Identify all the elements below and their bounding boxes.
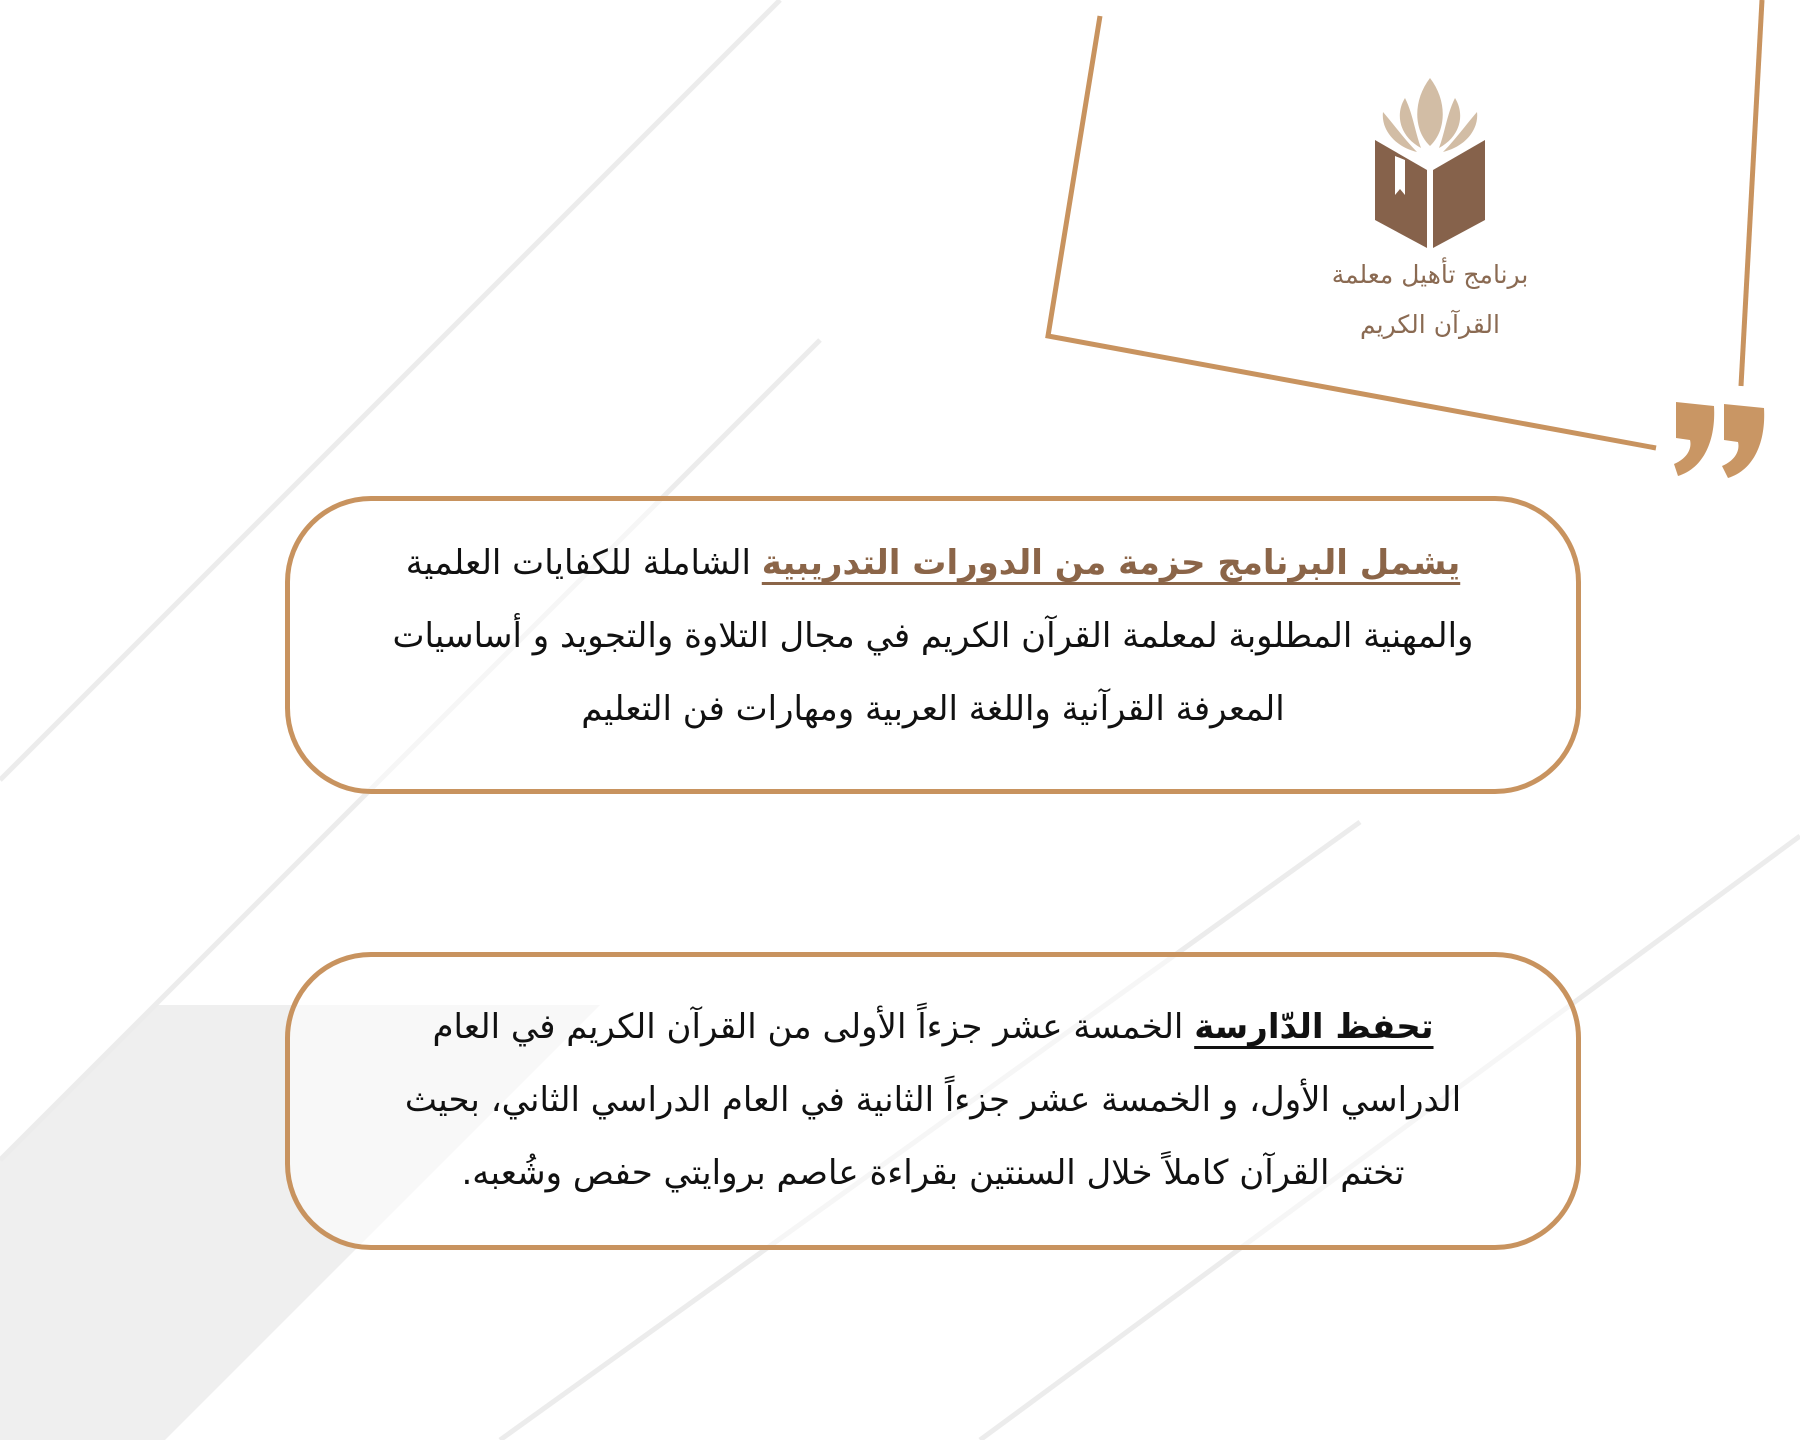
quote-mark-icon xyxy=(1674,402,1764,478)
program-description-body: الشاملة للكفايات العلمية والمهنية المطلوبة لمعلمة القرآن الكريم في مجال التلاوة والتجويد و أساسيات المعرفة القرآنية واللغة العربية ومهارات فن التعليم xyxy=(392,543,1474,729)
memorization-highlight: تحفظ الدّارسة xyxy=(1194,1007,1434,1047)
logo-frame-right xyxy=(1741,0,1762,386)
program-highlight: يشمل البرنامج حزمة من الدورات التدريبية xyxy=(761,543,1461,583)
memorization-text xyxy=(370,991,1496,1210)
program-description-card xyxy=(285,496,1581,794)
memorization-body: الخمسة عشر جزءاً الأولى من القرآن الكريم في العام الدراسي الأول، و الخمسة عشر جزءاً الثانية في العام الدراسي الثاني، بحيث تختم القرآن كاملاً خلال السنتين بقراءة عاصم بروايتي حفص وشُعبه. xyxy=(404,1007,1462,1193)
program-description-text xyxy=(370,527,1496,746)
logo-title-line-2: القرآن الكريم xyxy=(1359,310,1500,339)
open-book-lotus-icon xyxy=(1365,70,1495,250)
program-logo xyxy=(1300,70,1560,350)
memorization-card xyxy=(285,952,1581,1250)
logo-title-line-1: برنامج تأهيل معلمة xyxy=(1331,260,1529,289)
